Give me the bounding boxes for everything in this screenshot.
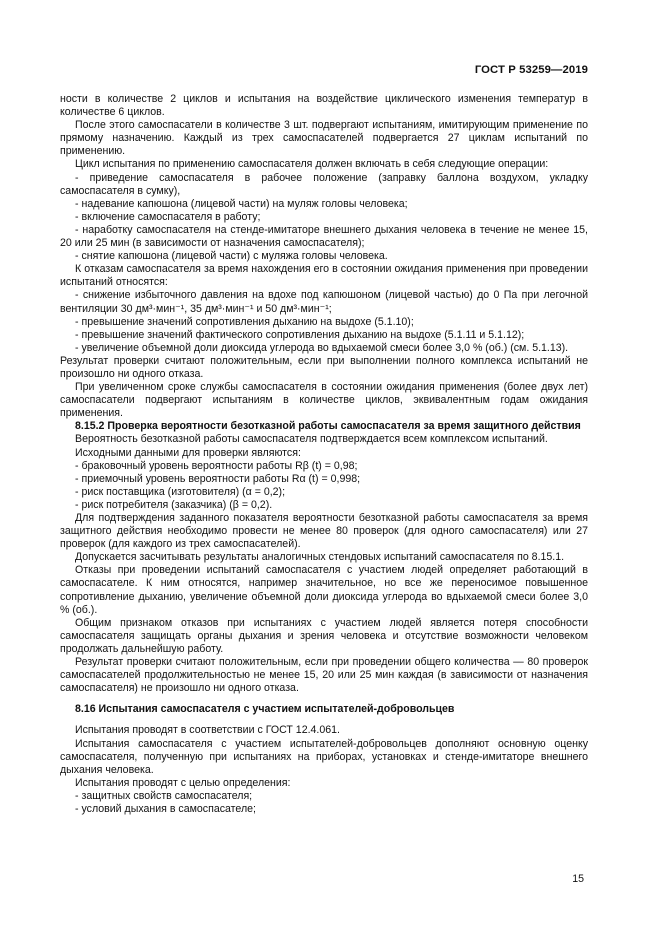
list-item: - браковочный уровень вероятности работы Rβ (t) = 0,98; (75, 459, 358, 472)
paragraph: К отказам самоспасателя за время нахождения его в состоянии ожидания применения при проведении испытаний относятся: (60, 263, 588, 289)
paragraph: Испытания самоспасателя с участием испытателей-добровольцев дополняют основную оценку самоспасателя, полученную при испытаниях на приборах, установках и стенде-имитаторе внешнего дыхания человека. (60, 737, 588, 776)
paragraph: Результат проверки считают положительным, если при проведении общего количества — 80 проверок самоспасателей продолжительностью не менее 15, 20 или 25 мин каждая (в зависимости от назначения самоспасателя) не произошло ни одного отказа. (60, 656, 588, 695)
paragraph: Результат проверки считают положительным, если при выполнении полного комплекса испытаний не произошло ни одного отказа. (60, 354, 588, 380)
list-item: - увеличение объемной доли диоксида углерода во вдыхаемой смеси более 3,0 % (об.) (см. 5.1.13). (75, 341, 569, 354)
paragraph: Испытания проводят с целью определения: (75, 776, 291, 789)
page-content (60, 93, 588, 816)
paragraph: Вероятность безотказной работы самоспасателя подтверждается всем комплексом испытаний. (75, 433, 548, 446)
paragraph: Допускается засчитывать результаты аналогичных стендовых испытаний самоспасателя по 8.15.1. (75, 551, 565, 564)
page-number: 15 (572, 873, 584, 885)
list-item: - условий дыхания в самоспасателе; (75, 802, 256, 815)
list-item: - надевание капюшона (лицевой части) на муляж головы человека; (75, 197, 408, 210)
list-item: - риск потребителя (заказчика) (β = 0,2). (75, 498, 273, 511)
paragraph: Для подтверждения заданного показателя вероятности безотказной работы самоспасателя за время защитного действия необходимо провести не менее 80 проверок (для одного самоспасателя) или 27 проверок (для каждого из трех самоспасателей). (60, 512, 588, 551)
list-item: - превышение значений фактического сопротивления дыханию на выдохе (5.1.11 и 5.1.12); (75, 328, 525, 341)
list-item: - включение самоспасателя в работу; (75, 210, 261, 223)
list-item: - снятие капюшона (лицевой части) с муляжа головы человека. (75, 250, 388, 263)
paragraph: Общим признаком отказов при испытаниях с участием людей является потеря способности самоспасателя защищать органы дыхания и зрения человека и отсутствие возможности человеком продолжать дальнейшую работу. (60, 616, 588, 655)
list-item: - превышение значений сопротивления дыханию на выдохе (5.1.10); (75, 315, 414, 328)
standard-header: ГОСТ Р 53259—2019 (474, 64, 588, 76)
paragraph: Цикл испытания по применению самоспасателя должен включать в себя следующие операции: (75, 158, 549, 171)
list-item: - снижение избыточного давления на вдохе под капюшоном (лицевой частью) до 0 Па при легочной вентиляции 30 дм³·мин⁻¹, 35 дм³·мин⁻¹ и 50 дм³·мин⁻¹; (60, 289, 588, 315)
paragraph: После этого самоспасатели в количестве 3 шт. подвергают испытаниям, имитирующим применение по прямому назначению. Каждый из трех самоспасателей подвергается 27 циклам испытаний по применению. (60, 119, 588, 158)
paragraph: ности в количестве 2 циклов и испытания на воздействие циклического изменения температур в количестве 6 циклов. (60, 93, 588, 119)
paragraph: Отказы при проведении испытаний самоспасателя с участием людей определяет работающий в самоспасателе. К ним относятся, например значительное, но все же переносимое повышенное сопротивление дыханию, увеличение объемной доли диоксида углерода во вдыхаемой смеси более 3,0 % (об.). (60, 564, 588, 616)
list-item: - приведение самоспасателя в рабочее положение (заправку баллона воздухом, укладку самоспасателя в сумку), (60, 171, 588, 197)
section-heading-8-16: 8.16 Испытания самоспасателя с участием испытателей-добровольцев (75, 703, 455, 716)
list-item: - риск поставщика (изготовителя) (α = 0,2); (75, 485, 286, 498)
paragraph: При увеличенном сроке службы самоспасателя в состоянии ожидания применения (более двух лет) самоспасатели подвергают испытаниям в количестве циклов, эквивалентным годам ожидания применения. (60, 381, 588, 420)
paragraph: Исходными данными для проверки являются: (75, 446, 301, 459)
paragraph: Испытания проводят в соответствии с ГОСТ 12.4.061. (75, 724, 340, 737)
list-item: - защитных свойств самоспасателя; (75, 789, 253, 802)
section-heading-8-15-2: 8.15.2 Проверка вероятности безотказной работы самоспасателя за время защитного действия (75, 420, 581, 433)
list-item: - приемочный уровень вероятности работы Rα (t) = 0,998; (75, 472, 361, 485)
list-item: - наработку самоспасателя на стенде-имитаторе внешнего дыхания человека в течение не менее 15, 20 или 25 мин (в зависимости от назначения самоспасателя); (60, 223, 588, 250)
